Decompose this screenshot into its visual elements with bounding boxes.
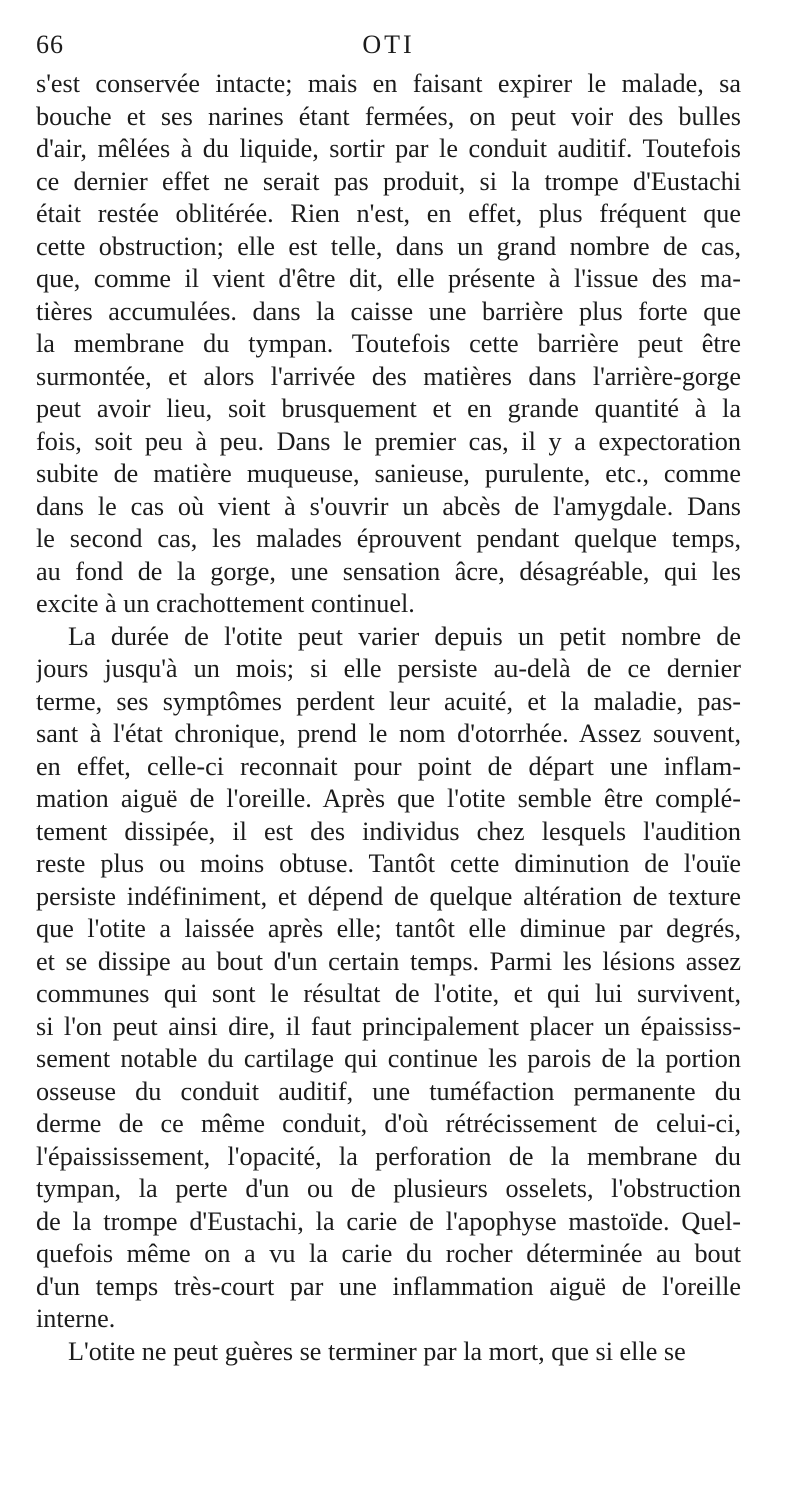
text-line: fois, soit peu à peu. Dans le premier cas, il y a expectoration	[36, 426, 741, 456]
text-line: dans le cas où vient à s'ouvrir un abcès de l'amygdale. Dans	[36, 491, 741, 521]
text-line: L'otite ne peut guères se terminer par la mort, que si elle se	[68, 1336, 686, 1366]
text-line: La durée de l'otite peut varier depuis un petit nombre de	[68, 621, 741, 651]
text-line: jours jusqu'à un mois; si elle persiste au-delà de ce dernier	[36, 654, 741, 683]
text-line: d'air, mêlées à du liquide, sortir par le conduit auditif. Toutefois	[36, 134, 741, 163]
text-line: mation aiguë de l'oreille. Après que l'otite semble être complé-	[36, 784, 741, 813]
text-line: persiste indéfiniment, et dépend de quelque altération de texture	[36, 881, 741, 911]
text-line: en effet, celle-ci reconnait pour point de départ une inflam-	[36, 751, 741, 781]
text-line: sant à l'état chronique, prend le nom d'otorrhée. Assez souvent,	[36, 719, 741, 748]
paragraph	[36, 1336, 741, 1369]
text-line: tières accumulées. dans la caisse une barrière plus forte que	[36, 296, 741, 326]
text-line: peut avoir lieu, soit brusquement et en grande quantité à la	[36, 394, 741, 423]
text-line: surmontée, et alors l'arrivée des matières dans l'arrière-gorge	[36, 361, 741, 391]
text-line: bouche et ses narines étant fermées, on peut voir des bulles	[36, 101, 741, 131]
text-line: le second cas, les malades éprouvent pendant quelque temps,	[36, 524, 741, 553]
text-line: d'un temps très-court par une inflammation aiguë de l'oreille	[36, 1271, 741, 1301]
paragraph	[36, 68, 741, 621]
text-line: que, comme il vient d'être dit, elle présente à l'issue des ma-	[36, 264, 741, 293]
page-header	[36, 30, 741, 66]
text-line: que l'otite a laissée après elle; tantôt elle diminue par degrés,	[36, 914, 741, 943]
text-line: reste plus ou moins obtuse. Tantôt cette diminution de l'ouïe	[36, 849, 741, 878]
text-line: interne.	[36, 1304, 116, 1333]
running-title: OTI	[362, 30, 415, 59]
text-line: sement notable du cartilage qui continue les parois de la portion	[36, 1044, 741, 1073]
text-line: subite de matière muqueuse, sanieuse, purulente, etc., comme	[36, 459, 741, 488]
text-line: excite à un crachottement continuel.	[36, 589, 415, 618]
text-line: au fond de la gorge, une sensation âcre, désagréable, qui les	[36, 556, 741, 586]
text-line: derme de ce même conduit, d'où rétrécissement de celui-ci,	[36, 1109, 741, 1138]
text-line: cette obstruction; elle est telle, dans un grand nombre de cas,	[36, 231, 741, 261]
text-line: communes qui sont le résultat de l'otite, et qui lui survivent,	[36, 979, 741, 1008]
text-line: l'épaississement, l'opacité, la perforation de la membrane du	[36, 1141, 741, 1171]
text-line: terme, ses symptômes perdent leur acuité, et la maladie, pas-	[36, 686, 741, 716]
text-line: si l'on peut ainsi dire, il faut principalement placer un épaississ-	[36, 1011, 741, 1041]
text-line: était restée oblitérée. Rien n'est, en effet, plus fréquent que	[36, 199, 741, 228]
text-line: s'est conservée intacte; mais en faisant expirer le malade, sa	[36, 69, 741, 98]
body-text	[36, 68, 741, 1368]
text-line: et se dissipe au bout d'un certain temps. Parmi les lésions assez	[36, 946, 741, 976]
text-line: tympan, la perte d'un ou de plusieurs osselets, l'obstruction	[36, 1174, 741, 1203]
text-line: de la trompe d'Eustachi, la carie de l'apophyse mastoïde. Quel-	[36, 1206, 741, 1236]
page-number: 66	[36, 30, 64, 59]
text-line: quefois même on a vu la carie du rocher déterminée au bout	[36, 1239, 741, 1268]
text-line: ce dernier effet ne serait pas produit, si la trompe d'Eustachi	[36, 166, 741, 196]
paragraph	[36, 621, 741, 1336]
text-line: la membrane du tympan. Toutefois cette barrière peut être	[36, 329, 741, 358]
text-line: tement dissipée, il est des individus chez lesquels l'audition	[36, 816, 741, 846]
text-line: osseuse du conduit auditif, une tuméfaction permanente du	[36, 1076, 741, 1106]
